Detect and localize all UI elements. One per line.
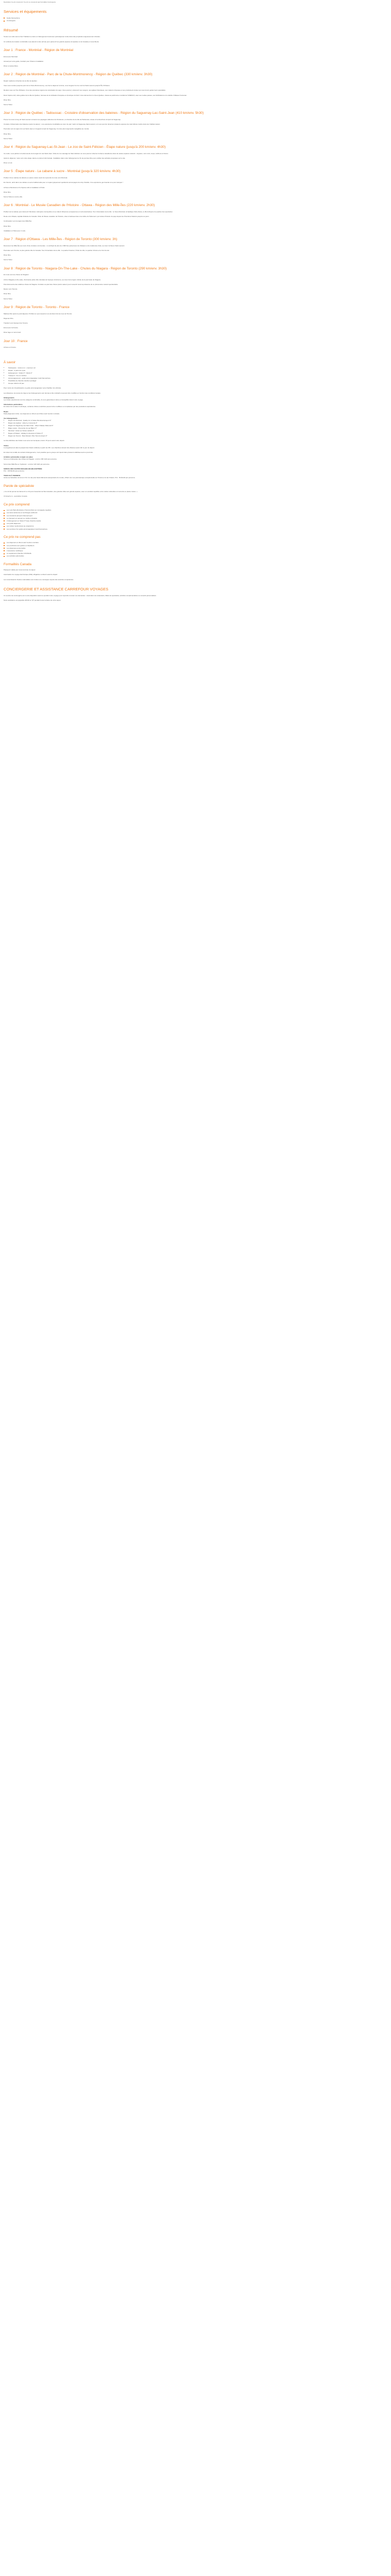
activites-sub-paragraph: Prix : 160 $CAD par personne — [4, 469, 25, 472]
formalites-paragraph: Passeport valide pour toute la durée du séjour. — [4, 569, 36, 571]
day-paragraph: Nuit à l'hôtel. — [4, 104, 13, 106]
savoir-item: • Participants : minimum 2 - maximum 12 — [8, 367, 380, 369]
hotels-list — [4, 419, 380, 437]
conciergerie-paragraph: Notre assistance est joignable 24h/24 et 7j/7 pendant toute la durée de votre séjour. — [4, 599, 61, 602]
day-paragraph: Découvrez les Mille-Îles au cours d'une croisière commentée : un archipel de plus de 1 800 îles parsemées de châteaux et de résidences d'été, au cœur du fleuve Saint-Laurent. — [4, 244, 125, 247]
day-paragraph: Dîner libre. — [4, 225, 11, 227]
prix-ne-comprend-item: Les activités optionnelles — [4, 555, 380, 557]
resume-paragraph: Toutes vos nuits seront chez l'habitant ou dans un hébergement local avec petit-déjeuner inclus dans des propriétés soigneusement choisies. — [4, 36, 101, 38]
activites-subtitle: SURVOL DES CHUTES NIAGARA EN HÉLICOPTÈRE — [4, 467, 42, 470]
day-title: Jour 5 : Étape nature - La cabane à sucre - Montréal (jusqu'à 320 km/env. 4h30) — [4, 170, 121, 174]
day-paragraph: Nuit à l'hôtel. — [4, 137, 13, 140]
day-paragraph: Installation à l'hôtel pour 2 nuits. — [4, 229, 26, 232]
day-paragraph: Départ matinal en direction de la ville de Québec. — [4, 80, 38, 82]
hotel-item: • Région de Montréal : Quality Inn & Suites Montréal Aéroport 3* — [8, 419, 380, 421]
day-paragraph: Retour vers Toronto. — [4, 288, 18, 291]
itinerary — [4, 48, 380, 349]
day-paragraph: Profitez d'une matinée de détente en pleine nature avant de reprendre la route vers Montréal. — [4, 177, 68, 179]
prix-ne-comprend-item: Les déjeuners et dîners sauf mention contraire — [4, 541, 380, 544]
formalites-paragraph: Autorisation de voyage électronique (AVE) obligatoire à obtenir avant le départ. — [4, 573, 58, 576]
hotel-item: • Étape nature : Pourvoirie du Lac Blanc 3* — [8, 427, 380, 429]
repas-paragraph: Petits-déjeuners inclus. Les déjeuners et dîners sont libres sauf mention contraire. — [4, 412, 60, 415]
prix-ne-comprend-title: Ce prix ne comprend pas — [4, 535, 41, 539]
savoir-item: • Groupe réduit à 16 pax — [8, 382, 380, 384]
prix-ne-comprend-item: L'assurance multirisque — [4, 550, 380, 552]
conciergerie-paragraph: Un service de conciergerie est à votre disposition avant et pendant votre voyage pour répondre à toutes vos demandes : réservation de restaurants, billets de spectacles, activités complémentaires ou conseils personnalisés. — [4, 594, 157, 597]
day-title: Jour 9 : Région de Toronto - Toronto - France — [4, 305, 70, 309]
day-paragraph: Dîner libre. — [4, 98, 11, 101]
day-paragraph: Matinée libre après le petit-déjeuner. Profitez-en pour arpenter une dernière fois les rues de Toronto. — [4, 312, 73, 315]
day-paragraph: Arrivée en France. — [4, 346, 17, 349]
day-paragraph: Dîner libre. — [4, 293, 11, 295]
prix-ne-comprend-item: Les dépenses personnelles — [4, 547, 380, 549]
savoir-paragraph: Les distances, les temps de trajet et les hébergements sont donnés à titre indicatif et peuvent être modifiés en fonction des conditions locales. — [4, 392, 101, 394]
parole-title: Parole de spécialiste — [4, 484, 34, 488]
savoir-title: À savoir — [4, 360, 16, 364]
prix-comprend-item: Les transferts aéroport-hôtel-aéroport — [4, 515, 380, 517]
day-paragraph: Continuation vers la région des Mille-Îles. — [4, 220, 32, 223]
informations-title: Informations particulières — [4, 403, 23, 406]
day-title: Jour 7 : Région d'Ottawa - Les Mille-Îles - Région de Toronto (300 km/env. 3h) — [4, 238, 118, 242]
hebergements-title: Hébergements — [4, 396, 14, 399]
day-title: Jour 3 : Région de Québec - Tadoussac - Croisière d'observation des baleines - Région du Saguenay-Lac-Saint-Jean (410 km/env. 5h30) — [4, 111, 204, 115]
day-paragraph: Nuit à l'hôtel. — [4, 297, 13, 300]
prix-comprend-item: Les visites mentionnées au programme — [4, 525, 380, 527]
activites-title: Activités optionnelles à régler sur place — [4, 456, 33, 459]
prix-comprend-item: Le transport en autocar ou minibus climatisé — [4, 517, 380, 519]
day-paragraph: Poursuite vers Toronto, la plus grande ville du Canada. Tour d'orientation de la ville : le quartier financier, l'hôtel de ville, le quartier chinois et le front de lac. — [4, 249, 110, 252]
prix-comprend-item: Les vols Paris-Montréal et Toronto-Paris sur compagnie régulière — [4, 509, 380, 511]
prix-comprend-list — [4, 509, 380, 530]
savoir-item: • Possibilité de chambre double à partager — [8, 380, 380, 382]
resume-paragraph: Un véhicule de location confortable vous attend à votre arrivée pour parcourir les grands espaces du Québec et du Canada en toute liberté. — [4, 40, 100, 43]
services-list — [4, 17, 380, 22]
day-paragraph: Dîner léger et nuit à bord. — [4, 331, 22, 334]
day-paragraph: Vous vous rendrez jusqu'au parc de la Chute-Montmorency, une fois le déjeuner terminé, vous longerez la rive nord du Saint-Laurent jusqu'à l'Île d'Orléans. — [4, 84, 110, 87]
formalites-paragraph: Les ressortissants d'autres nationalités sont invités à se renseigner auprès des autorités compétentes. — [4, 578, 74, 581]
day-paragraph: Accueil par notre guide, transfert pour l'hôtel et installation. — [4, 60, 44, 62]
prix-comprend-item: Les taxes aériennes et surcharges carburant — [4, 512, 380, 514]
day-paragraph: Dîner libre. — [4, 191, 11, 193]
day-paragraph: Arrêt à Niagara-on-the-Lake, charmante petite ville coloniale de l'époque victorienne, au cœur de la région viticole de la péninsule du Niagara. — [4, 278, 101, 281]
savoir-list — [4, 367, 380, 384]
services-item: Conciergerie — [4, 20, 380, 22]
visites-paragraph: En raison de la taille de certains hébergements, il est possible que le groupe soit réparti dans plusieurs établissements à proximité. — [4, 451, 93, 453]
day-paragraph: Déjeuner libre. — [4, 317, 14, 319]
prix-comprend-title: Ce prix comprend — [4, 502, 30, 506]
parole-signature: Christophe G., spécialiste Canada — [4, 495, 27, 498]
formalites-title: Formalités Canada — [4, 562, 31, 566]
tour-toronto-paragraph: Accès au belvédère de la tour CN, l'un des plus hauts bâtiments autoportants du monde, offrant une vue panoramique exceptionnelle sur Toronto et le lac Ontario. Prix : 50 $CAD par personne. — [4, 477, 136, 479]
informations-paragraph: En raison de la saison touristique, certaines visites et activités peuvent être modifiées ou remplacées par des prestations équivalentes. — [4, 405, 96, 408]
day-paragraph: En route vers les chutes du Niagara ! — [4, 274, 29, 276]
savoir-item: • Hébergement : hôtels 3* / hôtels 4* — [8, 372, 380, 374]
spacer — [4, 351, 380, 355]
hotel-item: • Région du Saguenay-Lac-Saint-Jean : Hôtel Château Roberval 3* — [8, 425, 380, 427]
day-paragraph: Dîner libre. — [4, 254, 11, 257]
hotel-item: • Région de Toronto : Best Western Plus Toronto Airport 3* — [8, 435, 380, 437]
day-paragraph: Poursuite vers la région du Lac-Saint-Jean en longeant le fjord du Saguenay, l'un des plus longs fjords navigables au monde. — [4, 128, 89, 130]
services-item: Guide francophone — [4, 17, 380, 19]
day-title: Jour 10 : France — [4, 339, 28, 343]
day-paragraph: Dîner libre. — [4, 132, 11, 135]
day-paragraph: Rendez-vous sur l'île d'Orléans, l'une des premières régions de colonisation du pays. Vous pourrez y découvrir ses vergers, ses églises historiques, ses maisons d'époque et ses producteurs locaux qui vous feront goûter leurs spécialités. — [4, 89, 166, 92]
day-title: Jour 4 : Région du Saguenay-Lac-St-Jean - Le zoo de Saint-Félicien - Étape nature (jusqu'à 200 km/env. 4h30) — [4, 145, 166, 149]
top-note: Description Ce prix comprend / Ce prix ne comprend pas Formalités Conciergerie — [4, 1, 56, 3]
prix-ne-comprend-item: Le supplément chambre individuelle — [4, 552, 380, 554]
day-paragraph: Nuit à l'hôtel en centre-ville. — [4, 196, 23, 198]
activites-paragraph: Survol en hélicoptère des chutes du Niagara : environ 150 CAD par personne. — [4, 458, 57, 461]
hebergements-paragraph: Les hôtels sélectionnés sont de catégorie confortable, ils vous garantissent calme et tranquillité durant votre voyage. — [4, 398, 84, 401]
savoir-item: • Accompagnement : guide accompagnateur local francophone — [8, 377, 380, 379]
day-title: Jour 6 : Montréal - Le Musée Canadien de l'Histoire - Ottawa - Région des Mille-Îles (220 km/env. 2h30) — [4, 204, 155, 208]
day-paragraph: Route vers Ottawa, capitale fédérale du Canada. Visite du Musée canadien de l'histoire, situé à Gatineau face à la colline du Parlement, qui retrace l'histoire du pays depuis les Premières Nations jusqu'à nos jours. — [4, 215, 150, 218]
services-title: Services et équipements — [4, 9, 47, 14]
conciergerie-title: CONCIERGERIE ET ASSISTANCE CARREFOUR VOYAGES — [4, 586, 108, 591]
day-title: Jour 2 : Région de Montréal - Parc de la Chute-Montmorency - Région de Québec (330 km/env. 3h30) — [4, 73, 153, 77]
hotel-item: • Montréal : Hôtel Les Suites Labelle 3* — [8, 430, 380, 432]
day-paragraph: Puis découverte des célèbres chutes du Niagara. Croisière au pied des chutes (selon saison) pour ressentir toute la puissance de ce phénomène naturel spectaculaire. — [4, 283, 119, 285]
tour-toronto-title: TOUR CN À TORONTO — [4, 474, 21, 477]
prix-ne-comprend-list — [4, 541, 380, 557]
day-paragraph: Prenez la route le long du Saint-Laurent à travers les paysages vallonnés de Charlevoix, en direction de la ville de Tadoussac, située à l'embouchure du fjord du Saguenay. — [4, 118, 121, 121]
day-paragraph: Envol pour Montréal. — [4, 55, 18, 58]
repas-title: Repas — [4, 410, 9, 413]
day-paragraph: Dîner et nuit. — [4, 162, 13, 164]
savoir-paragraph: Pour moins de 10 participants, le guide accompagnateur sera chauffeur du véhicule. — [4, 387, 61, 389]
savoir-item: • Transport : bus ou minibus — [8, 375, 380, 377]
day-paragraph: Dîner et soirée libres. — [4, 65, 19, 67]
day-paragraph: Envol pour la France. — [4, 327, 19, 329]
day-paragraph: Arrivée à Montréal en fin d'après-midi et installation à l'hôtel. — [4, 186, 45, 189]
day-paragraph: Nuit à l'hôtel. — [4, 259, 13, 261]
hotel-item: • Région de Québec : Hôtel Le Concorde 3* — [8, 422, 380, 424]
visites-paragraph: L'enregistrement dans la plupart des hôtels s'effectue à partir de 15h. Les chambres doivent être libérées avant 11h le jour du départ. — [4, 446, 95, 449]
day-title: Jour 8 : Région de Toronto - Niagara-On-The-Lake - Chutes du Niagara - Région de Toronto (290 km/env. 3h30) — [4, 266, 167, 270]
day-paragraph: Après le déjeuner, route vers votre étape nature en pleine forêt boréale. Installation dans votre hébergement et fin de journée libre pour profiter des activités proposées sur le site. — [4, 157, 126, 160]
prix-comprend-item: Les services d'un guide accompagnateur local francophone — [4, 528, 380, 530]
day-paragraph: Croisière d'observation des baleines (selon la saison) : une expérience inoubliable au cœur du parc marin du Saguenay-Saint-Laurent, où vous pourrez observer plusieurs espèces de mammifères marins dans leur habitat naturel. — [4, 123, 160, 126]
prix-ne-comprend-item: Les pourboires aux guides et chauffeurs — [4, 545, 380, 547]
day-title: Jour 1 : France - Montréal - Région de Montréal — [4, 48, 73, 52]
prix-comprend-item: Les petits-déjeuners — [4, 522, 380, 524]
activites-paragraph: Survol des Mille-Îles en hydravion : environ 120 CAD par personne. — [4, 463, 50, 465]
day-paragraph: Ce matin, vous partirez à la découverte de la région du Lac-Saint-Jean. Visite du zoo sauvage de Saint-Félicien où vous pourrez observer la faune canadienne dans de vastes espaces naturels : orignaux, ours noirs, loups, caribous et bisons. — [4, 152, 169, 155]
visites-title: Visites — [4, 444, 9, 447]
vos-hotels-title: Vos hébergements — [4, 417, 18, 419]
resume-title: Résumé — [4, 28, 19, 33]
day-paragraph: En chemin, arrêt dans une cabane à sucre traditionnelle pour un repas typiquement québécois accompagné de sirop d'érable. Une expérience gourmande à ne pas manquer ! — [4, 181, 123, 184]
savoir-item: • Départ : à partir de 2 pax — [8, 369, 380, 371]
prix-comprend-item: L'hébergement en hôtels 3* base chambre double — [4, 520, 380, 522]
day-paragraph: Profitez de la matinée pour découvrir Montréal, métropole cosmopolite où se mêlent influences européennes et nord-américaines. Tour d'orientation de la ville : le Vieux-Montréal, la basilique Notre-Dame, le Mont-Royal et le quartier des spectacles. — [4, 211, 173, 213]
page — [0, 0, 384, 609]
hotels-note: La liste définitive des hôtels vous sera communiquée environ 15 jours avant votre départ. — [4, 439, 65, 442]
hotel-item: • Région d'Ottawa : Holiday Inn Express & Suites 3* — [8, 432, 380, 434]
day-paragraph: Dans l'après-midi, visite guidée de la ville de Québec, berceau de la civilisation française en Amérique du Nord. Vous découvrirez le Vieux-Québec, classé au patrimoine mondial de l'UNESCO, avec ses ruelles pavées, ses fortifications et le célèbre Château Frontenac. — [4, 94, 187, 96]
day-paragraph: Transfert vers l'aéroport de Toronto. — [4, 321, 28, 324]
parole-paragraph: « Ce circuit permet de découvrir en 10 jours l'essentiel de l'Est canadien, des grandes villes aux grands espaces, avec un excellent équilibre entre visites culturelles et moments en pleine nature. » — [4, 490, 138, 493]
